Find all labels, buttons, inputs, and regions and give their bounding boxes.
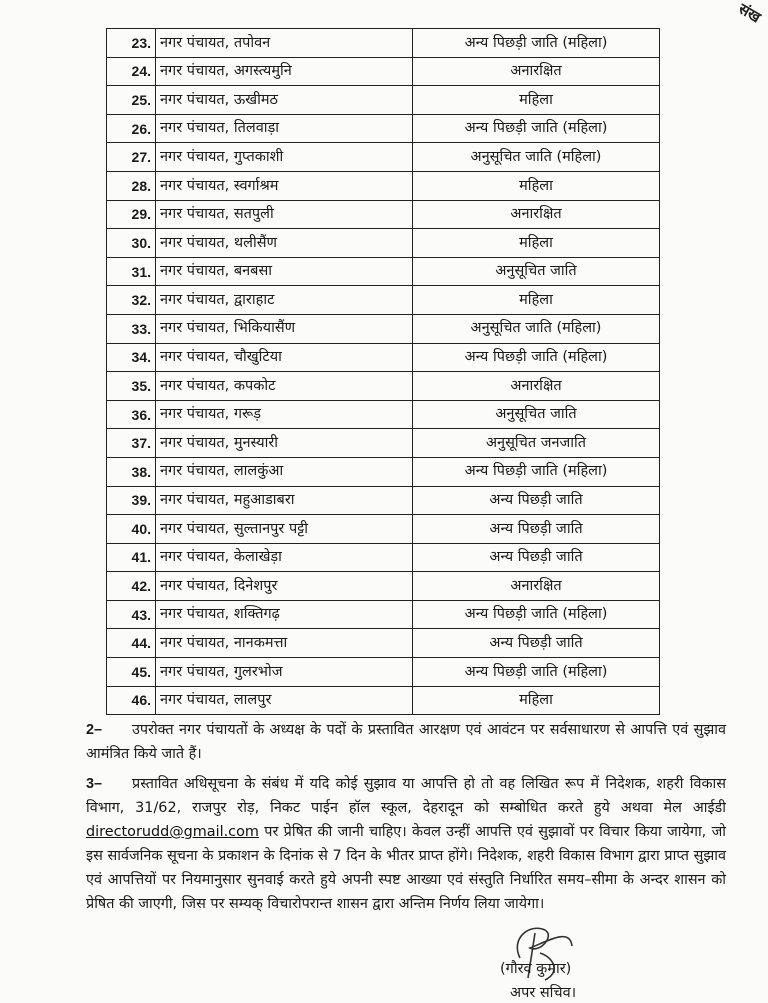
nagar-panchayat-name: नगर पंचायत, महुआडाबरा [156,486,413,515]
signatory-designation: अपर सचिव। [510,985,577,1001]
nagar-panchayat-name: नगर पंचायत, दिनेशपुर [156,572,413,601]
reservation-category: अन्य पिछड़ी जाति [413,543,660,572]
row-serial-number: 33. [107,314,156,343]
table-row [107,372,660,401]
nagar-panchayat-name: नगर पंचायत, गरूड़ [156,400,413,429]
row-serial-number: 34. [107,343,156,372]
table-row [107,629,660,658]
row-serial-number: 27. [107,143,156,172]
row-serial-number: 44. [107,629,156,658]
row-serial-number: 35. [107,372,156,401]
reservation-category: अनारक्षित [413,57,660,86]
row-serial-number: 38. [107,457,156,486]
reservation-category: अन्य पिछड़ी जाति (महिला) [413,343,660,372]
paragraph-3-text-before-email: प्रस्तावित अधिसूचना के संबंध में यदि कोई सुझाव या आपत्ति हो तो वह लिखित रूप में निदेशक, शहरी विकास विभाग, 31/62, राजपुर रोड़, निकट पाईन हॉल स्कूल, देहरादून को सम्बोधित करते हुये अथवा मेल आईडी [86,776,726,816]
nagar-panchayat-name: नगर पंचायत, केलाखेड़ा [156,543,413,572]
paragraph-3 [86,772,726,916]
table-row [107,57,660,86]
reservation-category: अन्य पिछड़ी जाति [413,515,660,544]
paragraph-3-number: 3– [86,776,103,792]
reservation-category: अन्य पिछड़ी जाति (महिला) [413,658,660,687]
nagar-panchayat-name: नगर पंचायत, चौखुटिया [156,343,413,372]
row-serial-number: 26. [107,114,156,143]
corner-label: संख [735,0,764,27]
row-serial-number: 31. [107,257,156,286]
row-serial-number: 23. [107,29,156,58]
table-row [107,314,660,343]
row-serial-number: 25. [107,86,156,115]
reservation-category: अनुसूचित जाति (महिला) [413,143,660,172]
table-row [107,114,660,143]
table-row [107,29,660,58]
row-serial-number: 40. [107,515,156,544]
nagar-panchayat-name: नगर पंचायत, बनबसा [156,257,413,286]
row-serial-number: 45. [107,658,156,687]
reservation-category: अनुसूचित जाति [413,400,660,429]
nagar-panchayat-name: नगर पंचायत, लालपुर [156,686,413,715]
row-serial-number: 29. [107,200,156,229]
reservation-category: अनारक्षित [413,572,660,601]
nagar-panchayat-name: नगर पंचायत, सतपुली [156,200,413,229]
nagar-panchayat-name: नगर पंचायत, थलीसैंण [156,229,413,258]
nagar-panchayat-name: नगर पंचायत, अगस्त्यमुनि [156,57,413,86]
nagar-panchayat-name: नगर पंचायत, द्वाराहाट [156,286,413,315]
row-serial-number: 36. [107,400,156,429]
nagar-panchayat-name: नगर पंचायत, भिकियासैंण [156,314,413,343]
paragraph-3-text-after-email: पर प्रेषित की जानी चाहिए। केवल उन्हीं आपत्ति एवं सुझावों पर विचार किया जायेगा, जो इस सार्वजनिक सूचना के प्रकाशन के दिनांक से 7 दिन के भीतर प्राप्त होंगे। निदेशक, शहरी विकास विभाग द्वारा प्राप्त सुझाव एवं आपत्तियों पर नियमानुसार सुनवाई करते हुये अपनी स्पष्ट आख्या एवं संस्तुति निर्धारित समय–सीमा के अन्दर शासन को प्रेषित की जाएगी, जिस पर सम्यक् विचारोपरान्त शासन द्वारा अन्तिम निर्णय लिया जायेगा। [86,824,726,912]
row-serial-number: 24. [107,57,156,86]
paragraph-2-text: उपरोक्त नगर पंचायतों के अध्यक्ष के पदों के प्रस्तावित आरक्षण एवं आवंटन पर सर्वसाधारण से आपत्ति एवं सुझाव आमंत्रित किये जाते हैं। [86,722,726,762]
table-row [107,143,660,172]
paragraph-2 [86,718,726,766]
table-row [107,429,660,458]
reservation-category: महिला [413,171,660,200]
nagar-panchayat-name: नगर पंचायत, कपकोट [156,372,413,401]
row-serial-number: 46. [107,686,156,715]
table-row [107,457,660,486]
nagar-panchayat-name: नगर पंचायत, गुलरभोज [156,658,413,687]
nagar-panchayat-name: नगर पंचायत, नानकमत्ता [156,629,413,658]
row-serial-number: 28. [107,171,156,200]
nagar-panchayat-name: नगर पंचायत, तिलवाड़ा [156,114,413,143]
nagar-panchayat-name: नगर पंचायत, सुल्तानपुर पट्टी [156,515,413,544]
table-row [107,257,660,286]
reservation-category: अन्य पिछड़ी जाति (महिला) [413,29,660,58]
row-serial-number: 41. [107,543,156,572]
table-row [107,229,660,258]
row-serial-number: 32. [107,286,156,315]
nagar-panchayat-name: नगर पंचायत, गुप्तकाशी [156,143,413,172]
row-serial-number: 30. [107,229,156,258]
table-row [107,400,660,429]
reservation-category: अनुसूचित जाति [413,257,660,286]
row-serial-number: 42. [107,572,156,601]
reservation-category: महिला [413,686,660,715]
nagar-panchayat-name: नगर पंचायत, स्वर्गाश्रम [156,171,413,200]
email-link[interactable]: directorudd@gmail.com [86,824,259,840]
nagar-panchayat-name: नगर पंचायत, मुनस्यारी [156,429,413,458]
table-row [107,686,660,715]
reservation-table [106,28,660,715]
row-serial-number: 39. [107,486,156,515]
reservation-category: अनुसूचित जनजाति [413,429,660,458]
table-row [107,486,660,515]
table-row [107,200,660,229]
reservation-category: अनारक्षित [413,372,660,401]
table-row [107,86,660,115]
table-row [107,515,660,544]
paragraph-2-number: 2– [86,722,103,738]
nagar-panchayat-name: नगर पंचायत, शक्तिगढ़ [156,600,413,629]
reservation-category: अन्य पिछड़ी जाति [413,629,660,658]
signatory-name: (गौरव कुमार) [500,961,572,977]
table-row [107,343,660,372]
reservation-category: महिला [413,86,660,115]
reservation-category: अन्य पिछड़ी जाति [413,486,660,515]
nagar-panchayat-name: नगर पंचायत, ऊखीमठ [156,86,413,115]
table-row [107,171,660,200]
reservation-table-body [107,29,660,715]
reservation-category: अन्य पिछड़ी जाति (महिला) [413,457,660,486]
reservation-category: महिला [413,286,660,315]
reservation-category: अनारक्षित [413,200,660,229]
table-row [107,543,660,572]
nagar-panchayat-name: नगर पंचायत, लालकुंआ [156,457,413,486]
nagar-panchayat-name: नगर पंचायत, तपोवन [156,29,413,58]
table-row [107,286,660,315]
reservation-category: अन्य पिछड़ी जाति (महिला) [413,114,660,143]
row-serial-number: 37. [107,429,156,458]
table-row [107,658,660,687]
table-row [107,600,660,629]
reservation-category: अन्य पिछड़ी जाति (महिला) [413,600,660,629]
row-serial-number: 43. [107,600,156,629]
reservation-category: महिला [413,229,660,258]
reservation-category: अनुसूचित जाति (महिला) [413,314,660,343]
table-row [107,572,660,601]
